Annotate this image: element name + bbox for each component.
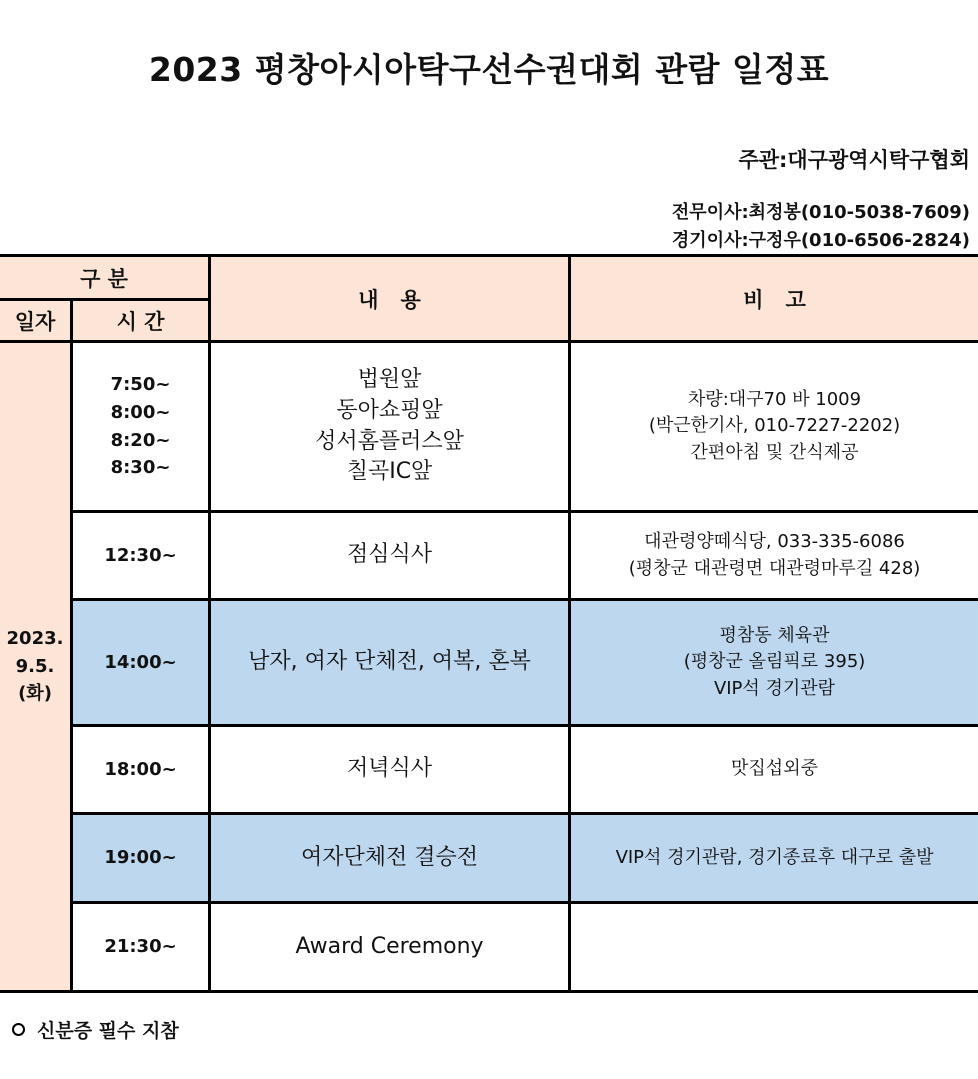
table-row [0, 903, 978, 992]
time-cell: 18:00~ [72, 726, 210, 814]
content-cell: 남자, 여자 단체전, 여복, 혼복 [210, 600, 570, 726]
time-cell: 14:00~ [72, 600, 210, 726]
note-cell: 맛집섭외중 [570, 726, 978, 814]
content-cell: 법원앞 동아쇼핑앞 성서홈플러스앞 칠곡IC앞 [210, 342, 570, 512]
header-time: 시 간 [72, 300, 210, 342]
header-date: 일자 [0, 300, 72, 342]
table-row [0, 726, 978, 814]
note-cell: VIP석 경기관람, 경기종료후 대구로 출발 [570, 814, 978, 903]
note-cell: 평참동 체육관 (평창군 올림픽로 395) VIP석 경기관람 [570, 600, 978, 726]
time-cell: 19:00~ [72, 814, 210, 903]
table-row [0, 512, 978, 600]
content-cell: 점심식사 [210, 512, 570, 600]
content-cell: 여자단체전 결승전 [210, 814, 570, 903]
note-cell [570, 903, 978, 992]
table-row [0, 342, 978, 512]
note-cell: 대관령양떼식당, 033-335-6086 (평창군 대관령면 대관령마루길 428) [570, 512, 978, 600]
content-cell: Award Ceremony [210, 903, 570, 992]
organizer-label: 주관:대구광역시탁구협회 [738, 148, 970, 172]
table-row [0, 814, 978, 903]
time-cell: 12:30~ [72, 512, 210, 600]
page-title: 2023 평창아시아탁구선수권대회 관람 일정표 [148, 50, 830, 89]
contact-line-2: 경기이사:구정우(010-6506-2824) [671, 230, 970, 251]
contact-line-1: 전무이사:최정봉(010-5038-7609) [671, 202, 970, 223]
schedule-table [0, 254, 978, 993]
content-cell: 저녁식사 [210, 726, 570, 814]
bullet-circle-icon [12, 1023, 25, 1036]
footer-note: 신분증 필수 지참 [12, 1016, 179, 1043]
date-cell: 2023. 9.5. (화) [0, 342, 72, 992]
time-cell: 21:30~ [72, 903, 210, 992]
note-cell: 차량:대구70 바 1009 (박근한기사, 010-7227-2202) 간편아침 및 간식제공 [570, 342, 978, 512]
header-note: 비 고 [570, 256, 978, 342]
table-row [0, 600, 978, 726]
time-cell: 7:50~ 8:00~ 8:20~ 8:30~ [72, 342, 210, 512]
header-group: 구 분 [0, 256, 210, 300]
header-content: 내 용 [210, 256, 570, 342]
